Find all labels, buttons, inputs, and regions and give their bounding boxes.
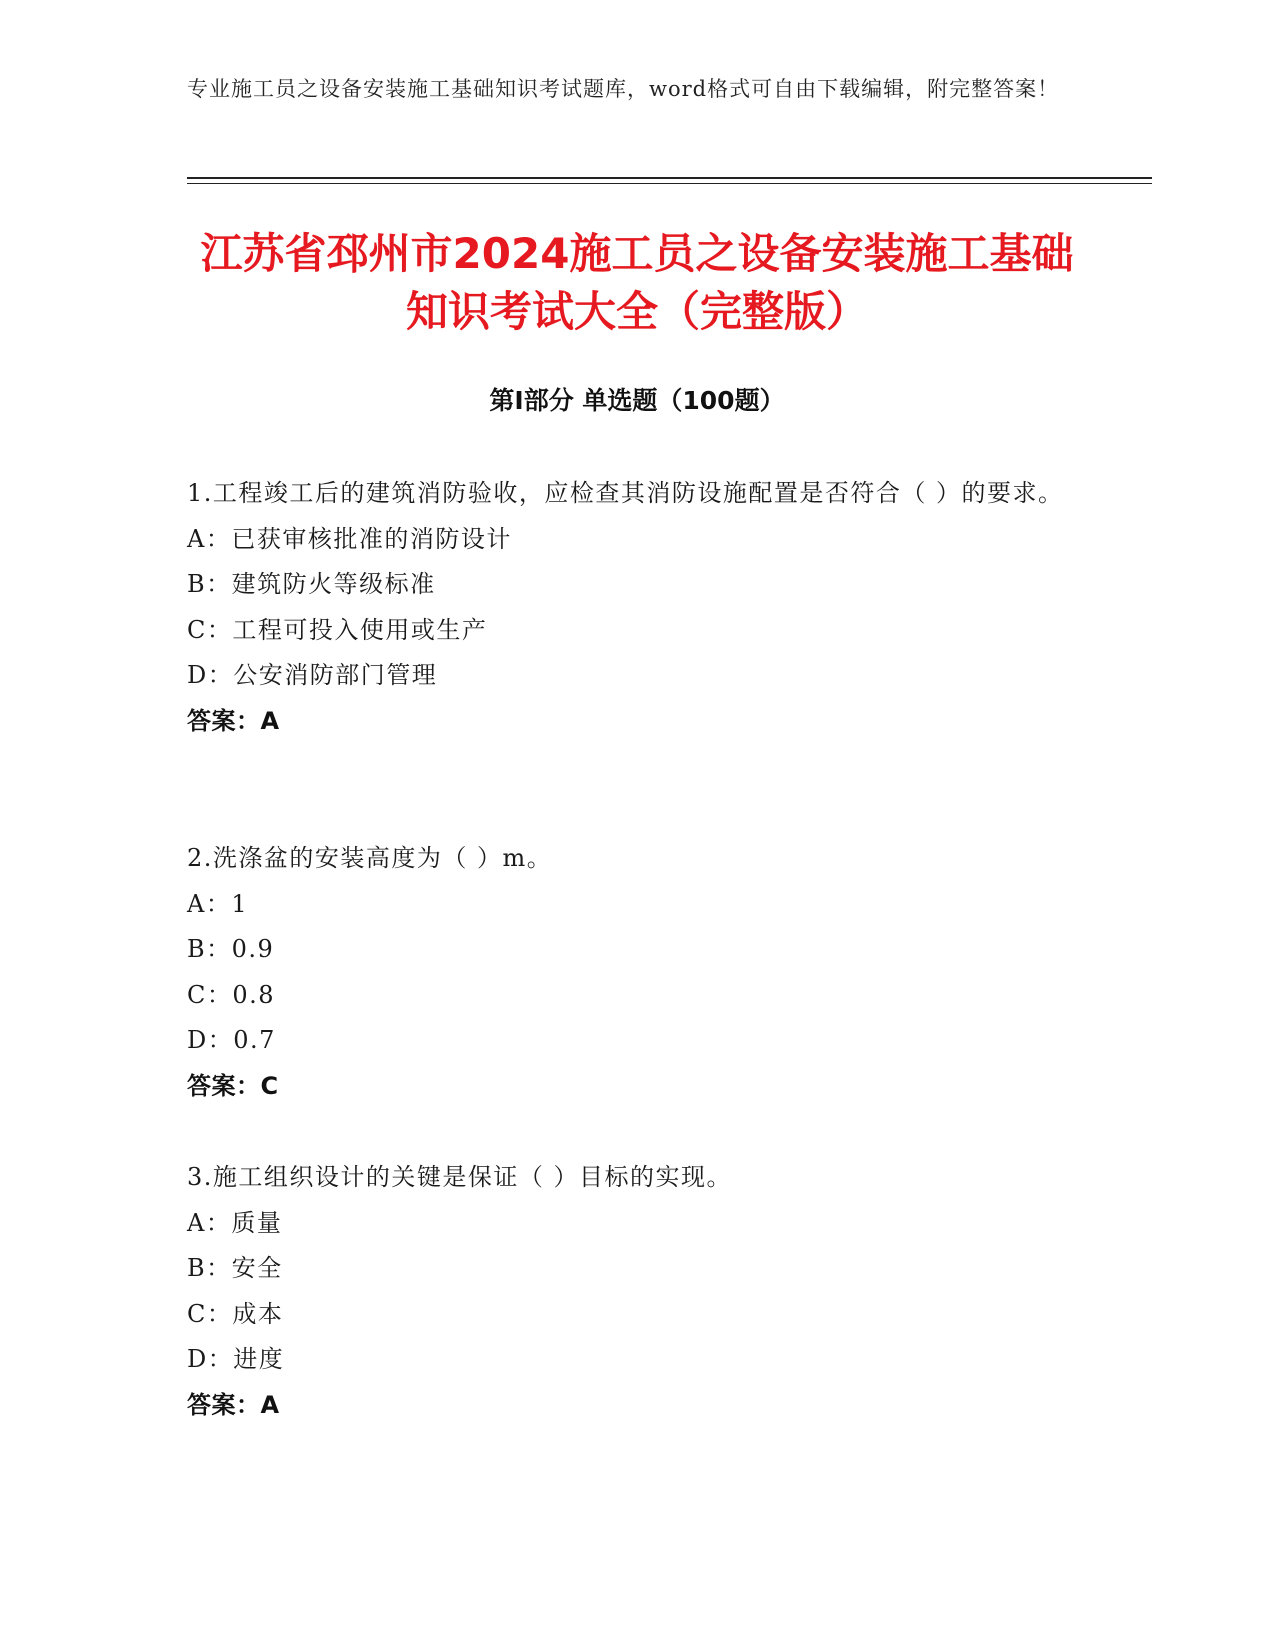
section-title: 第I部分 单选题（100题）: [489, 386, 785, 415]
answer: 答案：C: [187, 1071, 279, 1100]
option-b: B：安全: [187, 1254, 283, 1282]
option-d: D：0.7: [187, 1026, 276, 1054]
header-rule-thin: [187, 183, 1152, 184]
option-a: A：质量: [187, 1208, 283, 1237]
document-title: 江苏省邳州市2024施工员之设备安装施工基础知识考试大全（完整版）: [200, 229, 1074, 336]
question-stem: 1.工程竣工后的建筑消防验收，应检查其消防设施配置是否符合（ ）的要求。: [187, 479, 1064, 507]
header-note: 专业施工员之设备安装施工基础知识考试题库，word格式可自由下载编辑，附完整答案！: [187, 77, 1060, 101]
option-a: A：1: [187, 889, 249, 918]
question-stem: 3.施工组织设计的关键是保证（ ）目标的实现。: [187, 1163, 733, 1191]
option-b: B：建筑防火等级标准: [187, 570, 436, 598]
option-c: C：成本: [187, 1299, 284, 1328]
header-rule-thick: [187, 177, 1152, 179]
question-item: [187, 471, 1067, 744]
option-d: D：进度: [187, 1345, 285, 1373]
option-d: D：公安消防部门管理: [187, 661, 438, 689]
question-stem: 2.洗涤盆的安装高度为（ ）m。: [187, 844, 553, 872]
option-a: A：已获审核批准的消防设计: [187, 524, 512, 553]
question-item: [187, 836, 1067, 1109]
question-item: [187, 1155, 1067, 1428]
option-c: C：工程可投入使用或生产: [187, 615, 488, 644]
answer: 答案：A: [187, 706, 280, 735]
option-c: C：0.8: [187, 980, 276, 1009]
option-b: B：0.9: [187, 935, 275, 963]
answer: 答案：A: [187, 1390, 280, 1419]
